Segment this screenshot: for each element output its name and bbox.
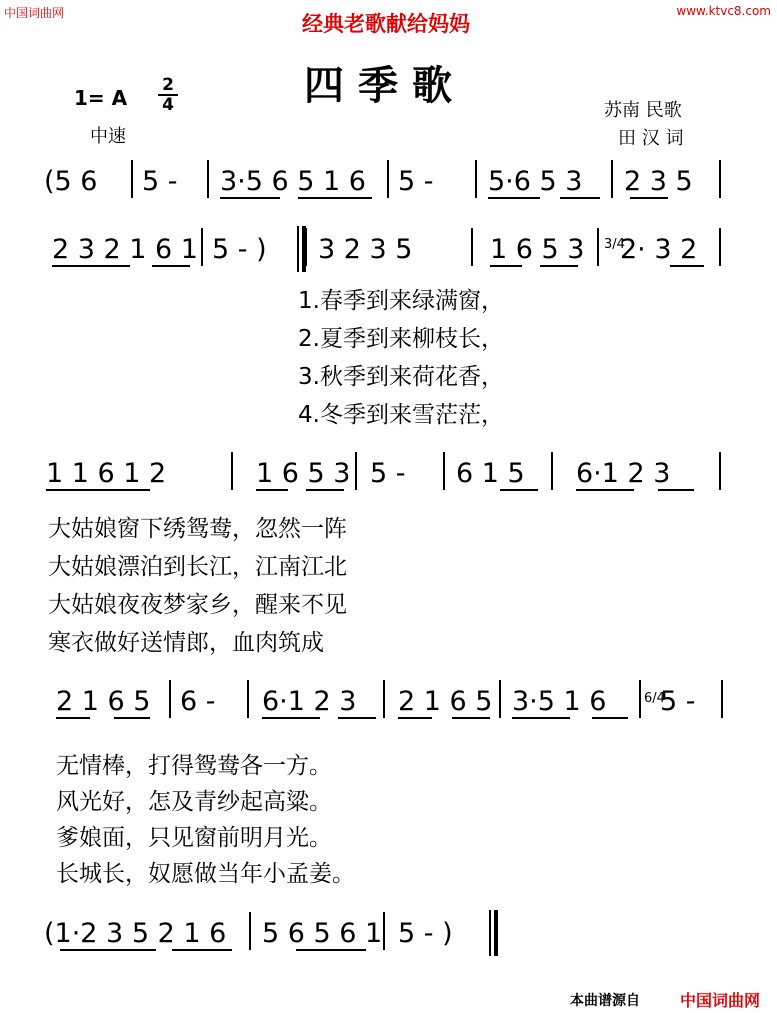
song-title: 四季歌 [304,63,466,109]
measure-3-1: 1 1 6 1 2 [46,458,167,489]
time-change: 3/4 [604,237,625,252]
measure-3-5: 6·1 2 3 [576,458,671,489]
measure-4-6: 5 - [660,686,696,717]
measure-1-2: 5 - [142,166,178,197]
measure-4-1: 2 1 6 5 [56,686,151,717]
time-change: 6/4 [644,691,665,706]
measure-4-5: 3·5 1 6 [512,686,607,717]
lyric-line-1: 大姑娘窗下绣鸳鸯，忽然一阵 [48,516,347,542]
measure-1-4: 5 - [398,166,434,197]
measure-5-2: 5 6 5 6 1 [262,918,383,949]
lyric-verse-4: 4.冬季到来雪茫茫， [298,402,504,428]
measure-2-2: 5 - ) [212,234,267,265]
measure-4-4: 2 1 6 5 [398,686,493,717]
lyric-verse-2: 2.夏季到来柳枝长， [298,326,504,352]
lyric-line-4: 寒衣做好送情郎，血肉筑成 [48,630,324,656]
lyric-line-1: 无情棒，打得鸳鸯各一方。 [56,753,332,779]
lyrics-block-3 [56,748,355,892]
lyric-line-2: 风光好，怎及青纱起高粱。 [56,789,332,815]
time-top: 2 [162,75,174,95]
lyric-line-3: 爹娘面，只见窗前明月光。 [56,825,332,851]
lyrics-block-1 [298,282,504,434]
song-origin: 苏南 民歌 [604,100,682,121]
source-site: 中国词曲网 [680,991,761,1010]
lyric-line-4: 长城长，奴愿做当年小孟姜。 [56,861,355,887]
watermark-left: 中国词曲网 [4,6,65,20]
measure-5-1: (1·2 3 5 2 1 6 [44,918,227,949]
measure-4-3: 6·1 2 3 [262,686,357,717]
lyric-verse-1: 1.春季到来绿满窗， [298,288,504,314]
watermark-right: www.ktvc8.com [676,4,771,18]
measure-1-1: (5 6 [44,166,98,197]
lyric-line-3: 大姑娘夜夜梦家乡，醒来不见 [48,592,347,618]
lyrics-block-2 [48,510,347,662]
measure-3-4: 6 1 5 [456,458,525,489]
measure-1-5: 5·6 5 3 [488,166,583,197]
measure-5-3: 5 - ) [398,918,453,949]
banner: 经典老歌献给妈妈 [302,12,470,36]
measure-1-3: 3·5 6 5 1 6 [220,166,366,197]
measure-2-5: 2· 3 2 [620,234,698,265]
key-signature: 1= A [74,86,128,110]
measure-2-4: 1 6 5 3 [490,234,585,265]
source-label: 本曲谱源自 [570,993,640,1009]
measure-2-3: 3 2 3 5 [318,234,413,265]
lyricist: 田 汉 词 [618,128,684,149]
measure-3-2: 1 6 5 3 [256,458,351,489]
measure-1-6: 2 3 5 [624,166,693,197]
measure-3-3: 5 - [370,458,406,489]
time-bottom: 4 [158,94,178,114]
lyric-verse-3: 3.秋季到来荷花香， [298,364,504,390]
tempo: 中速 [90,126,126,147]
measure-4-2: 6 - [180,686,216,717]
lyric-line-2: 大姑娘漂泊到长江，江南江北 [48,554,347,580]
measure-2-1: 2 3 2 1 6 1 [52,234,198,265]
